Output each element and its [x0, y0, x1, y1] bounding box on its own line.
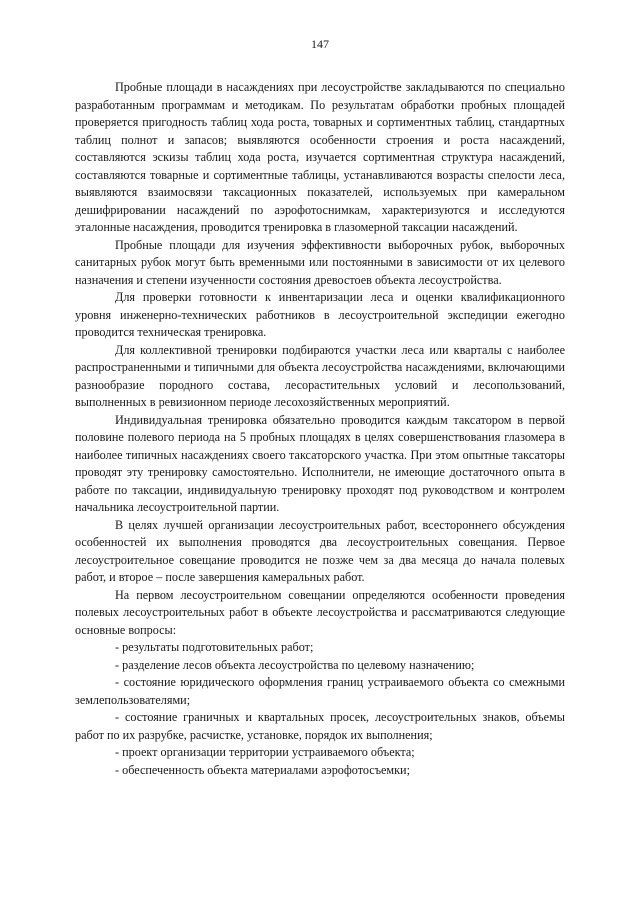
list-item: - состояние юридического оформления границ устраиваемого объекта со смежными землепользователями; [75, 675, 565, 707]
paragraph-collective-training: Для коллективной тренировки подбираются участки леса или кварталы с наиболее распространенными и типичными для объекта лесоустройства насаждениями, включающими разнообразие породного состава, лесорастительных условий и лесопользований, выполненных в ревизионном периоде лесохозяйственных мероприятий. [75, 342, 565, 409]
list-item: - обеспеченность объекта материалами аэрофотосъемки; [115, 762, 410, 777]
paragraph-meetings: В целях лучшей организации лесоустроительных работ, всестороннего обсуждения особенностей их выполнения проводятся два лесоустроительных совещания. Первое лесоустроительное совещание проводится не позже чем за два месяца до начала полевых работ, и второе – после завершения камеральных работ. [75, 517, 565, 584]
paragraph-sample-plots-felling: Пробные площади для изучения эффективности выборочных рубок, выборочных санитарных рубок могут быть временными или постоянными в зависимости от их целевого назначения и степени изученности состояния древостоев объекта лесоустройства. [75, 237, 565, 287]
document-body [75, 79, 565, 779]
paragraph-technical-training: Для проверки готовности к инвентаризации леса и оценки квалификационного уровня инженерно-технических работников в лесоустроительной экспедиции ежегодно проводится техническая тренировка. [75, 290, 565, 339]
paragraph-individual-training: Индивидуальная тренировка обязательно проводится каждым таксатором в первой половине полевого периода на 5 пробных площадях в целях совершенствования глазомера в наиболее типичных насаждениях своего таксаторского участка. При этом опытные таксаторы проводят эту тренировку самостоятельно. Исполнители, не имеющие достаточного опыта в работе по таксации, индивидуальную тренировку проходят под руководством и контролем начальника лесоустроительной партии. [75, 412, 565, 514]
page-number: 147 [311, 37, 329, 51]
list-item: - состояние граничных и квартальных просек, лесоустроительных знаков, объемы работ по их разрубке, расчистке, установке, порядок их выполнения; [75, 710, 565, 742]
list-item: - разделение лесов объекта лесоустройства по целевому назначению; [115, 657, 475, 672]
list-item: - проект организации территории устраиваемого объекта; [115, 745, 415, 759]
paragraph-sample-plots-methods: Пробные площади в насаждениях при лесоустройстве закладываются по специально разработанным программам и методикам. По результатам обработки пробных площадей проверяется пригодность таблиц хода роста, товарных и сортиментных таблиц, стандартных таблиц полнот и запасов; выявляются особенности строения и роста насаждений, составляются эскизы таблиц хода роста, изучается сортиментная структура насаждений, составляются товарные и сортиментные таблицы, устанавливаются возрасты спелости леса, выявляются взаимосвязи таксационных показателей, используемых при камеральном дешифрировании насаждений по аэрофотоснимкам, характеризуются и исследуются эталонные насаждения, проводится тренировка в глазомерной таксации насаждений. [75, 80, 565, 234]
paragraph-first-meeting: На первом лесоустроительном совещании определяются особенности проведения полевых лесоустроительных работ в объекте лесоустройства и рассматриваются следующие основные вопросы: [75, 587, 565, 637]
list-item: - результаты подготовительных работ; [115, 640, 314, 654]
questions-list [75, 639, 565, 779]
